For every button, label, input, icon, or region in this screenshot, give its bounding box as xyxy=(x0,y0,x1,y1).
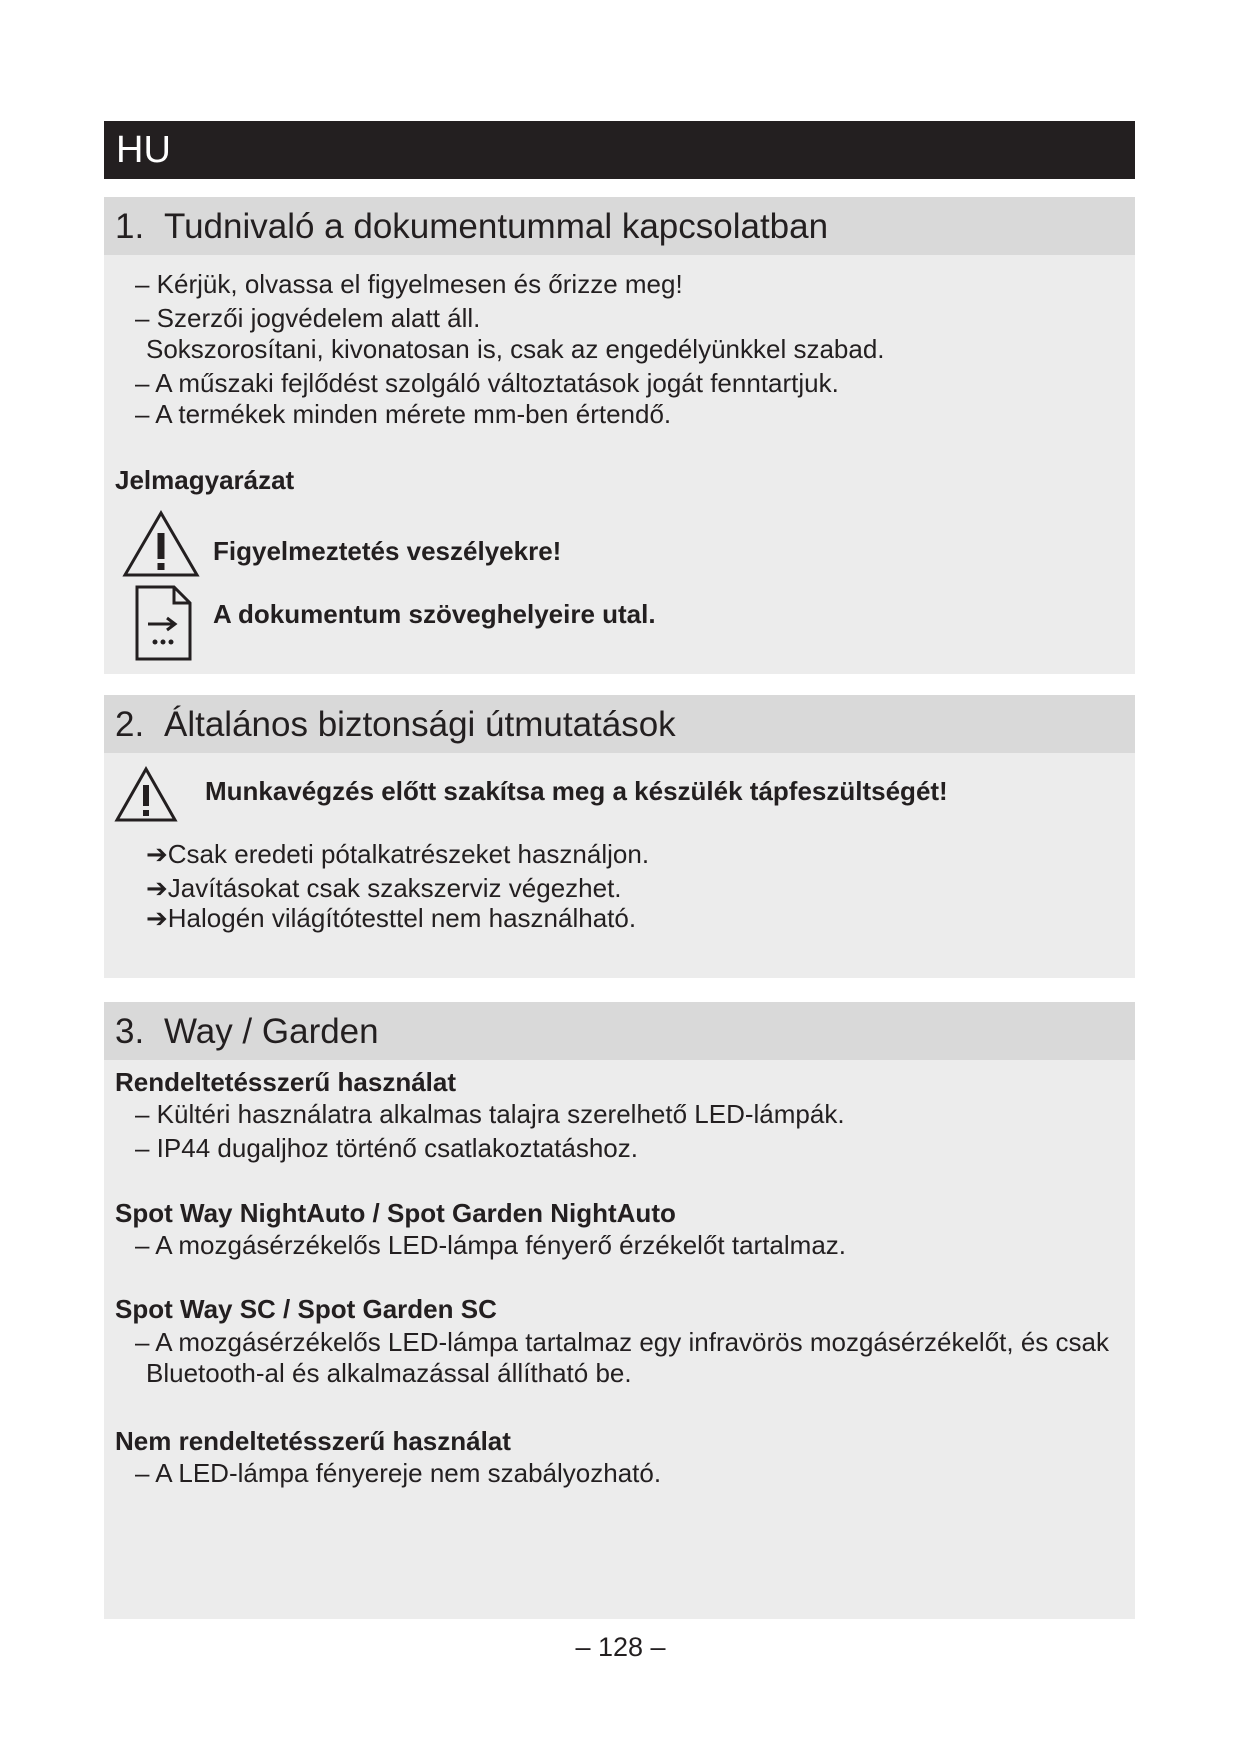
warning-triangle-icon xyxy=(122,509,200,579)
section-document-notes xyxy=(104,197,1135,674)
nightauto-title: Spot Way NightAuto / Spot Garden NightAuto xyxy=(115,1198,676,1228)
list-item: – IP44 dugaljhoz történő csatlakoztatáshoz. xyxy=(135,1133,638,1163)
section-1-number: 1. xyxy=(115,207,145,246)
legend-reference-text: A dokumentum szöveghelyeire utal. xyxy=(213,599,656,629)
language-header xyxy=(104,121,1135,179)
legend-title: Jelmagyarázat xyxy=(115,465,295,495)
legend-warning-text: Figyelmeztetés veszélyekre! xyxy=(213,536,562,566)
section-2-heading xyxy=(104,695,1135,753)
page-number: – 128 – xyxy=(575,1632,666,1662)
arrow-list-item: ➔Halogén világítótesttel nem használható. xyxy=(146,903,637,933)
warning-triangle-icon xyxy=(114,765,178,823)
language-code: HU xyxy=(116,129,171,171)
section-3-heading xyxy=(104,1002,1135,1060)
section-3-title: Way / Garden xyxy=(164,1012,379,1051)
section-1-heading xyxy=(104,197,1135,255)
safety-warning-text: Munkavégzés előtt szakítsa meg a készülék tápfeszültségét! xyxy=(205,776,948,806)
section-2-number: 2. xyxy=(115,705,145,744)
list-item: – A mozgásérzékelős LED-lámpa tartalmaz egy infravörös mozgásérzékelőt, és csak xyxy=(135,1327,1109,1357)
section-way-garden xyxy=(104,1002,1135,1619)
arrow-list-item: ➔Csak eredeti pótalkatrészeket használjon. xyxy=(146,839,650,869)
document-reference-icon xyxy=(134,584,194,662)
list-item: – Szerzői jogvédelem alatt áll. xyxy=(135,303,481,333)
list-item: – Kültéri használatra alkalmas talajra szerelhető LED-lámpák. xyxy=(135,1099,845,1129)
arrow-list-item: ➔Javításokat csak szakszerviz végezhet. xyxy=(146,873,622,903)
section-3-number: 3. xyxy=(115,1012,145,1051)
list-item: – A műszaki fejlődést szolgáló változtatások jogát fenntartjuk. xyxy=(135,368,839,398)
unintended-use-title: Nem rendeltetésszerű használat xyxy=(115,1426,511,1456)
sc-title: Spot Way SC / Spot Garden SC xyxy=(115,1294,497,1324)
list-item: – A mozgásérzékelős LED-lámpa fényerő érzékelőt tartalmaz. xyxy=(135,1230,847,1260)
list-item: – Kérjük, olvassa el figyelmesen és őrizze meg! xyxy=(135,269,683,299)
list-item: – A termékek minden mérete mm-ben értendő. xyxy=(135,399,672,429)
section-safety xyxy=(104,695,1135,978)
section-2-title: Általános biztonsági útmutatások xyxy=(164,705,676,744)
intended-use-title: Rendeltetésszerű használat xyxy=(115,1067,457,1097)
list-item: – A LED-lámpa fényereje nem szabályozható. xyxy=(135,1458,662,1488)
section-1-title: Tudnivaló a dokumentummal kapcsolatban xyxy=(164,207,829,246)
list-item-continuation: Bluetooth-al és alkalmazással állítható be. xyxy=(146,1358,632,1388)
list-item-continuation: Sokszorosítani, kivonatosan is, csak az engedélyünkkel szabad. xyxy=(146,334,885,364)
